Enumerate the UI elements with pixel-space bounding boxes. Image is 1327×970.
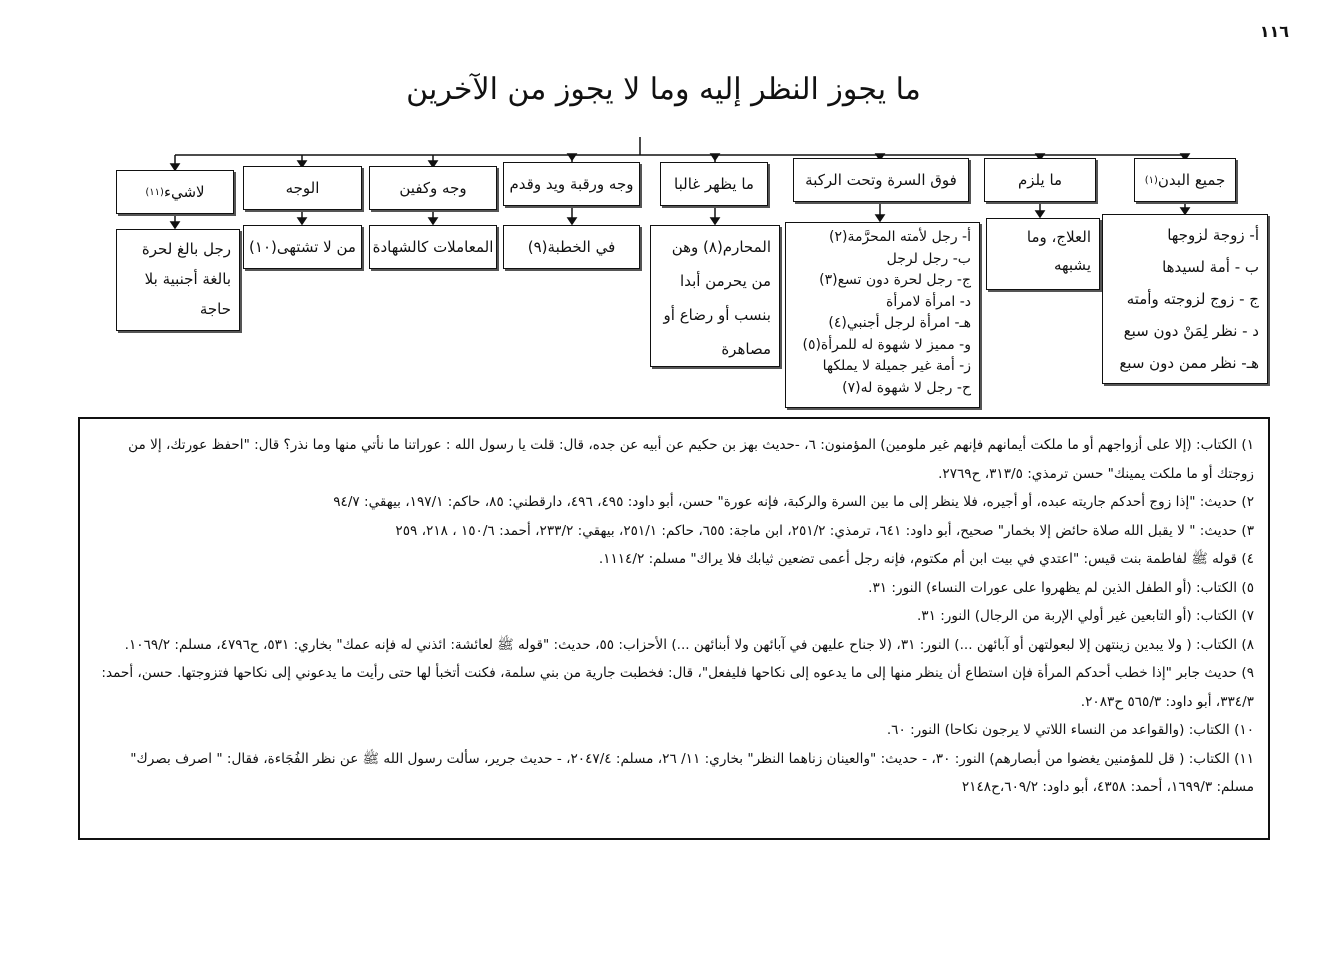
category-face xyxy=(243,166,362,210)
items-usually-visible xyxy=(650,225,780,367)
list-item: د - نظر لِمَنْ دون سبع xyxy=(1123,322,1259,340)
list-item: العلاج، وما يشبهه xyxy=(1026,228,1091,274)
footnote: ٥) الكتاب: (أو الطفل الذين لم يظهروا على عورات النساء) النور: ٣١. xyxy=(868,579,1254,596)
footnote: ٩) حديث جابر "إذا خطب أحدكم المرأة فإن استطاع أن ينظر منها إلى ما يدعوه إلى نكاحها فليفعل"، قال: فخطبت جارية من بني سلمة، فكنت أتخبأ لها حتى رأيت ما يدعوني إلى نكاحها فتزوجتها. حسن، أحمد: ٣٣٤/٣، أبو داود: ٥٦٥/٣ ح٢٠٨٣. xyxy=(101,665,1254,710)
category-face-neck-hand-foot xyxy=(503,162,640,206)
footnote: ١٠) الكتاب: (والقواعد من النساء اللاتي لا يرجون نكاحا) النور: ٦٠. xyxy=(886,722,1254,738)
list-item: أ- زوجة لزوجها xyxy=(1167,226,1259,244)
items-necessary xyxy=(986,218,1100,290)
items-face xyxy=(243,225,362,269)
category-label: وجه ورقبة ويد وقدم xyxy=(509,175,634,193)
items-nothing xyxy=(116,229,240,331)
footnotes-box xyxy=(78,417,1270,840)
list-item: ب- رجل لرجل xyxy=(886,250,971,267)
list-item: ج- رجل لحرة دون تسع(٣) xyxy=(819,272,971,288)
category-nothing xyxy=(116,170,234,214)
category-face-hands xyxy=(369,166,497,210)
category-label: جميع البدن xyxy=(1157,171,1226,189)
items-whole-body xyxy=(1102,214,1268,384)
category-label: لاشيء xyxy=(163,183,205,201)
footnote: ٨) الكتاب: ( ولا يبدين زينتهن إلا لبعولتهن أو آبائهن ...) النور: ٣١، (لا جناح عليهن في آبائهن ولا أبنائهن ...) الأحزاب: ٥٥، حديث: "قوله ﷺ لعائشة: ائذني له فإنه عمك" بخاري: ٥٣١، ح٤٧٩٦، مسلم: ١٠٦٩/٢. xyxy=(124,636,1254,653)
category-label: فوق السرة وتحت الركبة xyxy=(805,171,957,189)
category-navel-knee xyxy=(793,158,969,202)
footnote: ٧) الكتاب: (أو التابعين غير أولي الإربة من الرجال) النور: ٣١. xyxy=(916,608,1254,624)
list-item: في الخطبة(٩) xyxy=(527,237,616,256)
footnote: ١١) الكتاب: ( قل للمؤمنين يغضوا من أبصارهم) النور: ٣٠، - حديث: "والعينان زناهما النظر" بخاري: ١١/ ٢٦، مسلم: ٢٠٤٧/٤، - حديث جرير، سألت رسول الله ﷺ عن نظر الفُجَاءة، فقال: " اصرف بصرك" مسلم: ١٦٩٩/٣، أحمد: ٤٣٥٨، أبو داود: ٦٠٩/٢،ح٢١٤٨ xyxy=(130,750,1254,795)
category-usually-visible xyxy=(660,162,768,206)
footnote: ١) الكتاب: (إلا على أزواجهم أو ما ملكت أيمانهم فإنهم غير ملومين) المؤمنون: ٦، -حديث بهز بن حكيم عن أبيه عن جده، قال: قلت يا رسول الله : عوراتنا ما نأتي منها وما نذر؟ قال: "احفظ عورتك، إلا من زوجتك أو ما ملكت يمينك" حسن ترمذي: ٣١٣/٥، ح٢٧٦٩. xyxy=(128,437,1254,482)
footnote: ٣) حديث: " لا يقبل الله صلاة حائض إلا بخمار" صحيح، أبو داود: ٦٤١، ترمذي: ٢٥١/٢، ابن ماجة: ٦٥٥، حاكم: ٢٥١/١، بيهقي: ٢٣٣/٢، أحمد: ١٥٠/٦ ، ٢١٨، ٢٥٩ xyxy=(395,522,1254,539)
list-item: ب - أمة لسيدها xyxy=(1162,258,1259,276)
list-item: رجل بالغ لحرة بالغة أجنبية بلا حاجة xyxy=(141,240,231,318)
list-item: أ- رجل لأمته المحرَّمة(٢) xyxy=(828,229,971,245)
list-item: و- مميز لا شهوة له للمرأة(٥) xyxy=(802,336,971,353)
category-whole-body xyxy=(1134,158,1236,202)
category-label: ما يظهر غالبا xyxy=(674,175,754,193)
items-face-neck-hand-foot xyxy=(503,225,640,269)
list-item: هـ- نظر ممن دون سبع xyxy=(1119,354,1259,372)
list-item: هـ- امرأة لرجل أجنبي(٤) xyxy=(828,315,971,331)
list-item: د- امرأة لامرأة xyxy=(886,293,971,310)
list-item: ج - زوج لزوجته وأمته xyxy=(1126,290,1259,308)
footnote: ٢) حديث: "إذا زوج أحدكم جاريته عبده، أو أجيره، فلا ينظر إلى ما بين السرة والركبة، فإنه عورة" حسن، أبو داود: ٤٩٥، ٤٩٦، دارقطني: ٨٥، حاكم: ١٩٧/١، بيهقي: ٩٤/٧ xyxy=(333,494,1254,510)
category-label: ما يلزم xyxy=(1017,171,1063,189)
items-navel-knee xyxy=(785,222,980,408)
footnote: ٤) قوله ﷺ لفاطمة بنت قيس: "اعتدي في بيت ابن أم مكتوم، فإنه رجل أعمى تضعين ثيابك فلا يراك" مسلم: ١١١٤/٢. xyxy=(598,551,1254,567)
category-label: وجه وكفين xyxy=(399,179,467,197)
page-title: ما يجوز النظر إليه وما لا يجوز من الآخرين xyxy=(406,72,921,107)
category-label: الوجه xyxy=(285,179,320,197)
list-item: المعاملات كالشهادة xyxy=(372,237,494,256)
page-number: ١١٦ xyxy=(1259,22,1289,41)
category-necessary xyxy=(984,158,1096,202)
list-item: ح- رجل لا شهوة له(٧) xyxy=(842,379,971,396)
list-item: من لا تشتهى(١٠) xyxy=(249,237,356,256)
list-item: ز- أمة غير جميلة لا يملكها xyxy=(822,358,971,374)
list-item: المحارم(٨) وهن من يحرمن أبدا بنسب أو رضاع أو مصاهرة xyxy=(663,238,771,358)
footnote-ref: (١١) xyxy=(145,186,164,198)
footnote-ref: (١) xyxy=(1144,174,1158,186)
items-face-hands xyxy=(369,225,497,269)
